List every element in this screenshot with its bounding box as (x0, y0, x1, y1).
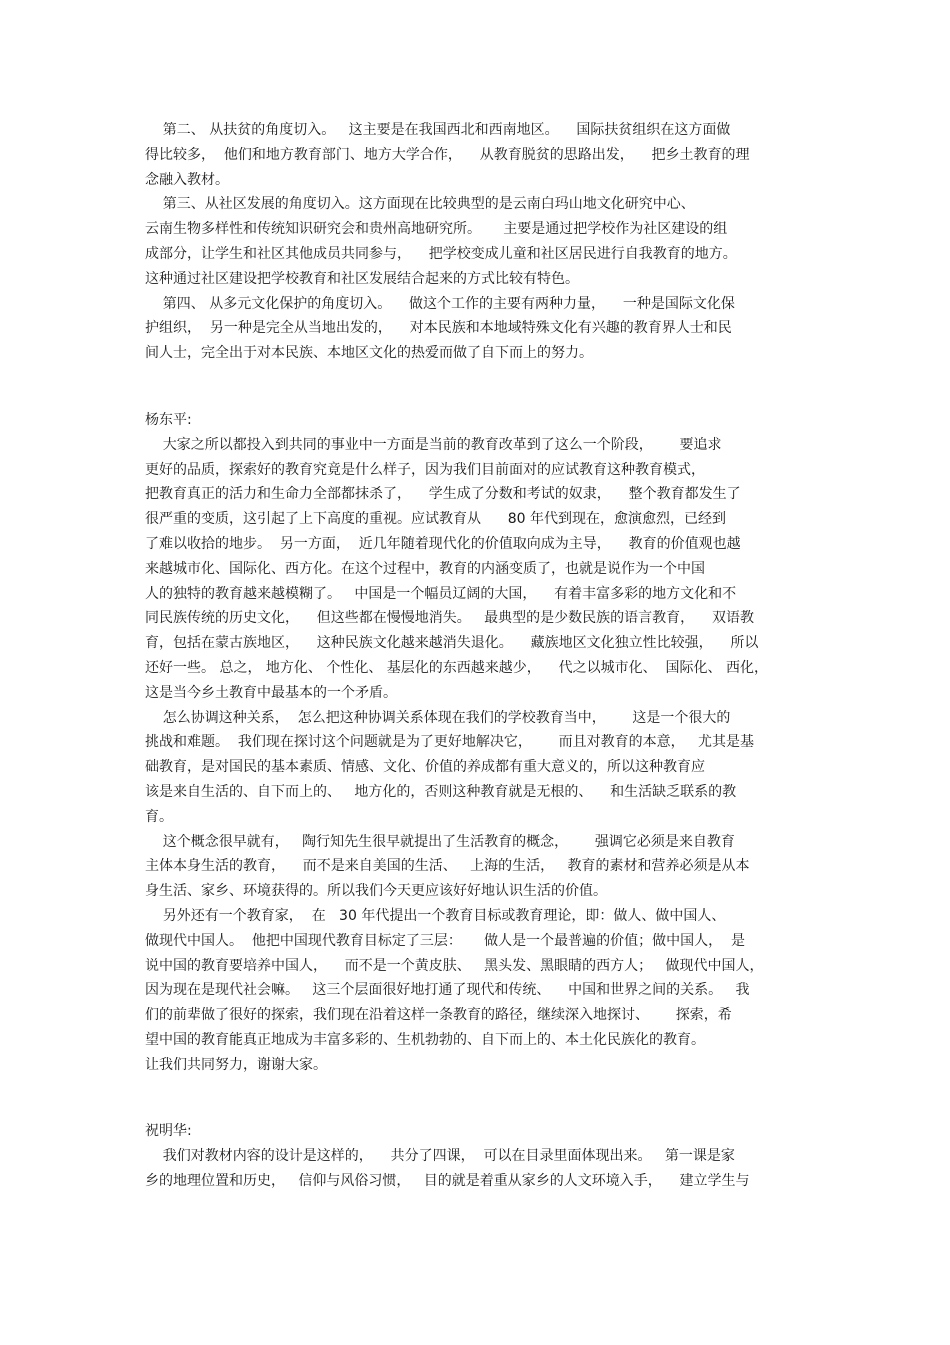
paragraph-line: 念融入教材。 (145, 171, 229, 188)
section-gap (145, 366, 805, 408)
speaker-name: 祝明华: (145, 1123, 192, 1140)
paragraph-line: 挑战和难题。 我们现在探讨这个问题就是为了更好地解决它， 而且对教育的本意， 尤其是基 (145, 734, 754, 751)
paragraph-line: 我们对教材内容的设计是这样的， 共分了四课， 可以在目录里面体现出来。 第一课是家 (145, 1148, 735, 1165)
paragraph-line: 更好的品质，探索好的教育究竟是什么样子，因为我们目前面对的应试教育这种教育模式， (145, 461, 705, 478)
paragraph-line: 第二、 从扶贫的角度切入。 这主要是在我国西北和西南地区。 国际扶贫组织在这方面做 (145, 122, 731, 138)
paragraph-line: 另外还有一个教育家， 在 30 年代提出一个教育目标或教育理论，即：做人、做中国人、 (145, 907, 726, 924)
paragraph-line: 育。 (145, 808, 173, 825)
paragraph-line: 这个概念很早就有， 陶行知先生很早就提出了生活教育的概念， 强调它必须是来自教育 (145, 833, 735, 850)
paragraph-line: 第三、从社区发展的角度切入。这方面现在比较典型的是云南白玛山地文化研究中心、 (145, 196, 695, 213)
paragraph-line: 怎么协调这种关系， 怎么把这种协调关系体现在我们的学校教育当中， 这是一个很大的 (145, 709, 731, 726)
section-gap (145, 1077, 805, 1119)
paragraph-line: 护组织， 另一种是完全从当地出发的， 对本民族和本地域特殊文化有兴趣的教育界人士和民 (145, 320, 732, 337)
paragraph-line: 说中国的教育要培养中国人， 而不是一个黄皮肤、 黑头发、黑眼睛的西方人； 做现代中国人， (145, 957, 764, 974)
paragraph-line: 们的前辈做了很好的探索，我们现在沿着这样一条教育的路径，继续深入地探讨、 探索，希 (145, 1007, 732, 1024)
paragraph-line: 大家之所以都投入到共同的事业中一方面是当前的教育改革到了这么一个阶段， 要追求 (145, 436, 722, 453)
speaker-name: 杨东平: (145, 411, 192, 428)
paragraph-line: 做现代中国人。 他把中国现代教育目标定了三层： 做人是一个最普遍的价值；做中国人， 是 (145, 932, 746, 949)
paragraph-line: 主体本身生活的教育， 而不是来自美国的生活、 上海的生活， 教育的素材和营养必须是从本 (145, 858, 750, 875)
paragraph-line: 间人士，完全出于对本民族、本地区文化的热爱而做了自下而上的努力。 (145, 345, 593, 362)
paragraph-line: 因为现在是现代社会嘛。 这三个层面很好地打通了现代和传统、 中国和世界之间的关系。 我 (145, 982, 750, 999)
paragraph-line: 让我们共同努力，谢谢大家。 (145, 1056, 327, 1073)
paragraph-line: 同民族传统的历史文化， 但这些都在慢慢地消失。 最典型的是少数民族的语言教育， 双语教 (145, 610, 754, 627)
paragraph-line: 身生活、家乡、环境获得的。所以我们今天更应该好好地认识生活的价值。 (145, 883, 607, 900)
paragraph-line: 第四、 从多元文化保护的角度切入。 做这个工作的主要有两种力量， 一种是国际文化保 (145, 295, 735, 312)
paragraph-line: 这种通过社区建设把学校教育和社区发展结合起来的方式比较有特色。 (145, 270, 579, 287)
paragraph-line: 成部分，让学生和社区其他成员共同参与， 把学校变成儿童和社区居民进行自我教育的地方。 (145, 245, 737, 262)
paragraph-line: 这是当今乡土教育中最基本的一个矛盾。 (145, 684, 397, 701)
paragraph-line: 育，包括在蒙古族地区， 这种民族文化越来越消失退化。 藏族地区文化独立性比较强， 所以 (145, 635, 759, 652)
section-zhu-minghua (145, 1119, 805, 1193)
paragraph-line: 很严重的变质，这引起了上下高度的重视。应试教育从 80 年代到现在，愈演愈烈，已经到 (145, 511, 726, 528)
paragraph-line: 了难以收拾的地步。 另一方面， 近几年随着现代化的价值取向成为主导， 教育的价值观也越 (145, 535, 741, 552)
paragraph-line: 云南生物多样性和传统知识研究会和贵州高地研究所。 主要是通过把学校作为社区建设的组 (145, 221, 728, 238)
paragraph-line: 得比较多， 他们和地方教育部门、地方大学合作， 从教育脱贫的思路出发， 把乡土教育的理 (145, 146, 750, 163)
paragraph-line: 来越城市化、国际化、西方化。在这个过程中，教育的内涵变质了，也就是说作为一个中国 (145, 560, 705, 577)
section-yang-dongping (145, 408, 805, 1078)
paragraph-line: 该是来自生活的、自下而上的、 地方化的，否则这种教育就是无根的、 和生活缺乏联系的教 (145, 783, 737, 800)
paragraph-line: 望中国的教育能真正地成为丰富多彩的、生机勃勃的、自下而上的、本土化民族化的教育。 (145, 1031, 705, 1048)
paragraph-line: 乡的地理位置和历史， 信仰与风俗习惯， 目的就是着重从家乡的人文环境入手， 建立学生与 (145, 1173, 750, 1190)
document-body (145, 118, 805, 1194)
paragraph-line: 础教育，是对国民的基本素质、情感、文化、价值的养成都有重大意义的，所以这种教育应 (145, 759, 705, 776)
paragraph-line: 还好一些。 总之， 地方化、 个性化、 基层化的东西越来越少， 代之以城市化、 国际化、 西化， (145, 659, 768, 676)
section-intro (145, 118, 805, 366)
paragraph-line: 人的独特的教育越来越模糊了。 中国是一个幅员辽阔的大国， 有着丰富多彩的地方文化和不 (145, 585, 737, 602)
paragraph-line: 把教育真正的活力和生命力全部都抹杀了， 学生成了分数和考试的奴隶， 整个教育都发生了 (145, 486, 741, 503)
